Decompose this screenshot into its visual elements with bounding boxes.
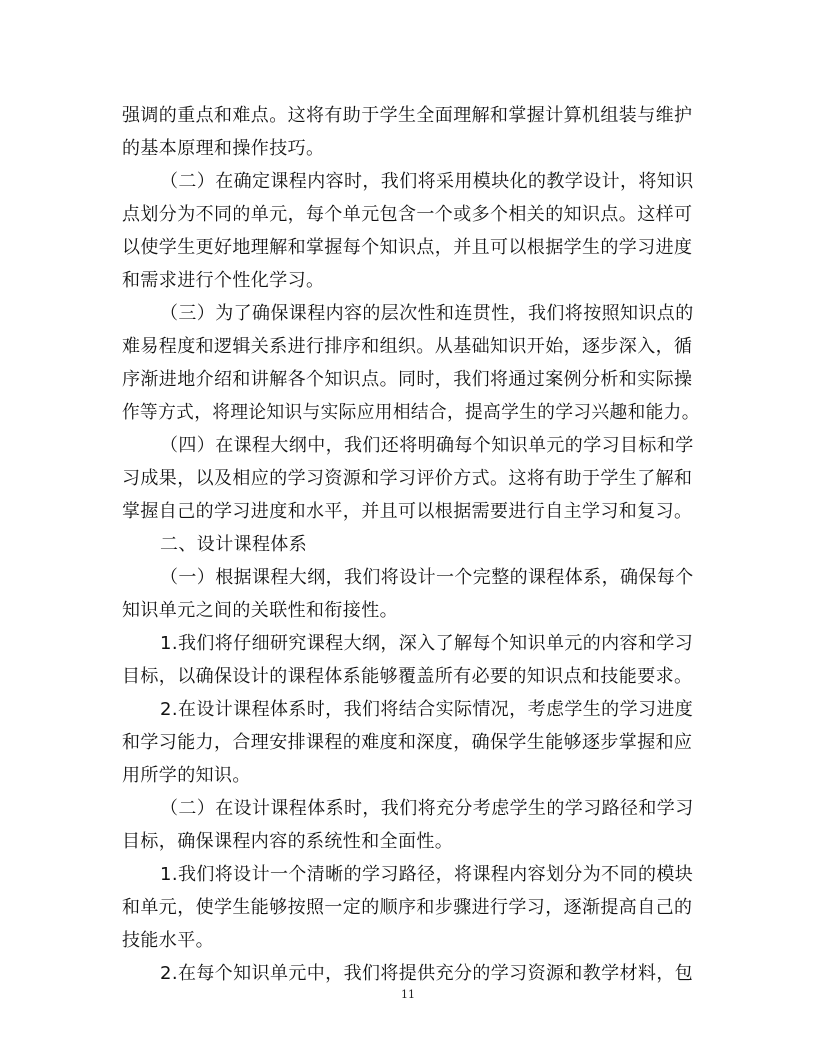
page-number: 11 — [401, 988, 415, 1001]
text-line: 的基本原理和操作技巧。 — [122, 138, 325, 159]
text-line: 2.在每个知识单元中，我们将提供充分的学习资源和教学材料，包 — [160, 963, 694, 984]
text-line: 以使学生更好地理解和掌握每个知识点，并且可以根据学生的学习进度 — [122, 237, 693, 258]
text-line: 目标，确保课程内容的系统性和全面性。 — [122, 831, 454, 852]
text-line: 和需求进行个性化学习。 — [122, 270, 325, 291]
text-line: （二）在设计课程体系时，我们将充分考虑学生的学习路径和学习 — [160, 798, 694, 819]
text-line: 序渐进地介绍和讲解各个知识点。同时，我们将通过案例分析和实际操 — [122, 369, 693, 390]
text-line: 点划分为不同的单元，每个单元包含一个或多个相关的知识点。这样可 — [122, 204, 693, 225]
text-line: 用所学的知识。 — [122, 765, 251, 786]
text-line: 2.在设计课程体系时，我们将结合实际情况，考虑学生的学习进度 — [160, 699, 694, 720]
text-line: 作等方式，将理论知识与实际应用相结合，提高学生的学习兴趣和能力。 — [122, 402, 700, 423]
text-line: （四）在课程大纲中，我们还将明确每个知识单元的学习目标和学 — [160, 435, 694, 456]
text-line: （三）为了确保课程内容的层次性和连贯性，我们将按照知识点的 — [160, 303, 694, 324]
text-line: 目标，以确保设计的课程体系能够覆盖所有必要的知识点和技能要求。 — [122, 666, 693, 687]
text-line: 和单元，使学生能够按照一定的顺序和步骤进行学习，逐渐提高自己的 — [122, 897, 693, 918]
text-line: 难易程度和逻辑关系进行排序和组织。从基础知识开始，逐步深入，循 — [122, 336, 693, 357]
text-line: 技能水平。 — [122, 930, 214, 951]
section-heading: 二、设计课程体系 — [160, 534, 308, 555]
text-line: 习成果，以及相应的学习资源和学习评价方式。这将有助于学生了解和 — [122, 468, 693, 489]
text-line: 1.我们将仔细研究课程大纲，深入了解每个知识单元的内容和学习 — [160, 633, 694, 654]
text-line: 知识单元之间的关联性和衔接性。 — [122, 600, 398, 621]
text-line: 强调的重点和难点。这将有助于学生全面理解和掌握计算机组装与维护 — [122, 105, 693, 126]
text-line: 1.我们将设计一个清晰的学习路径，将课程内容划分为不同的模块 — [160, 864, 694, 885]
text-line: 和学习能力，合理安排课程的难度和深度，确保学生能够逐步掌握和应 — [122, 732, 693, 753]
text-line: （一）根据课程大纲，我们将设计一个完整的课程体系，确保每个 — [160, 567, 694, 588]
text-line: 掌握自己的学习进度和水平，并且可以根据需要进行自主学习和复习。 — [122, 501, 693, 522]
text-line: （二）在确定课程内容时，我们将采用模块化的教学设计，将知识 — [160, 171, 694, 192]
